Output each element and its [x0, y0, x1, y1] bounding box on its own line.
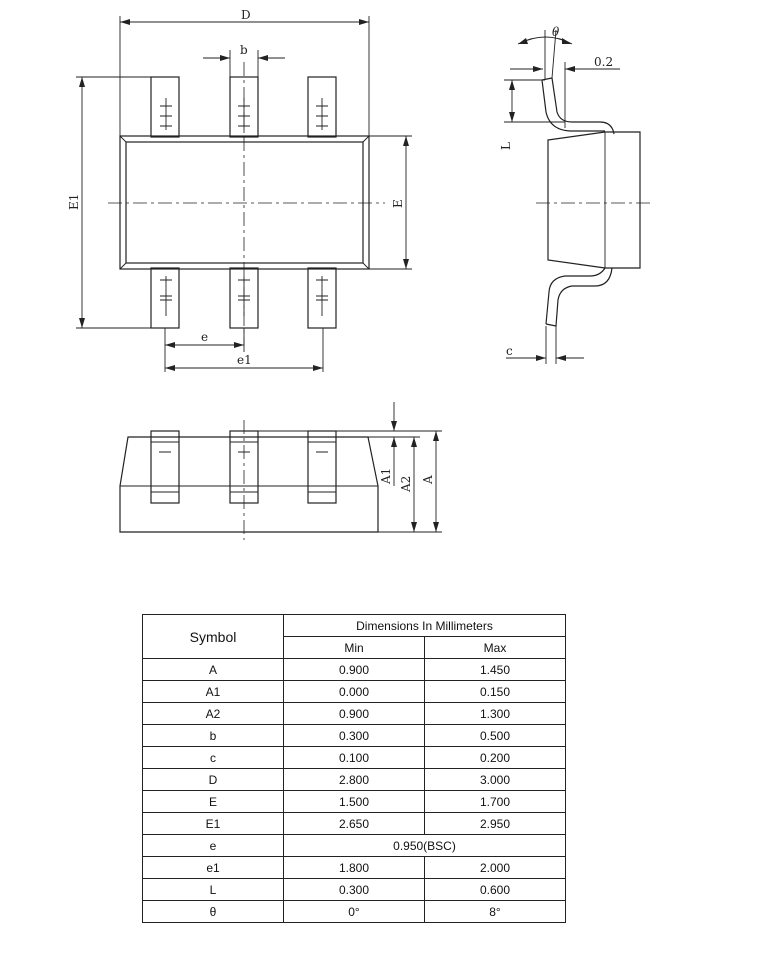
- min-value-cell: 2.650: [284, 813, 425, 835]
- min-value-cell: 0.300: [284, 879, 425, 901]
- front-view: [120, 402, 442, 540]
- label-e: e: [201, 330, 209, 344]
- table-row: [143, 659, 566, 681]
- table-row: [143, 879, 566, 901]
- top-view: [67, 8, 412, 372]
- max-value-cell: 1.450: [425, 659, 566, 681]
- max-value-cell: 0.150: [425, 681, 566, 703]
- min-value-cell: 0.900: [284, 659, 425, 681]
- side-lead-lower: [546, 268, 612, 326]
- min-value-cell: 0°: [284, 901, 425, 923]
- table-row: [143, 725, 566, 747]
- min-value-cell: 2.800: [284, 769, 425, 791]
- label-gauge: 0.2: [594, 55, 614, 69]
- label-A1: A1: [379, 467, 393, 484]
- max-value-cell: 8°: [425, 901, 566, 923]
- symbol-cell: L: [143, 879, 284, 901]
- dimensions-group-header: Dimensions In Millimeters: [284, 615, 566, 637]
- table-row: [143, 835, 566, 857]
- max-value-cell: 2.000: [425, 857, 566, 879]
- label-E1: E1: [67, 193, 81, 210]
- label-theta: θ: [552, 25, 560, 39]
- side-body: [548, 132, 640, 268]
- dimensions-table: [142, 614, 566, 923]
- span-value-cell: 0.950(BSC): [284, 835, 566, 857]
- min-value-cell: 1.800: [284, 857, 425, 879]
- max-value-cell: 2.950: [425, 813, 566, 835]
- symbol-cell: A1: [143, 681, 284, 703]
- symbol-cell: A: [143, 659, 284, 681]
- table-row: [143, 857, 566, 879]
- min-value-cell: 0.000: [284, 681, 425, 703]
- table-row: [143, 791, 566, 813]
- symbol-cell: θ: [143, 901, 284, 923]
- min-value-cell: 1.500: [284, 791, 425, 813]
- table-row: [143, 901, 566, 923]
- max-value-cell: 3.000: [425, 769, 566, 791]
- max-value-cell: 0.200: [425, 747, 566, 769]
- min-value-cell: 0.900: [284, 703, 425, 725]
- symbol-cell: A2: [143, 703, 284, 725]
- table-row: [143, 681, 566, 703]
- max-value-cell: 1.300: [425, 703, 566, 725]
- label-L: L: [499, 142, 513, 150]
- symbol-cell: E1: [143, 813, 284, 835]
- symbol-cell: E: [143, 791, 284, 813]
- side-view: [499, 25, 652, 364]
- table-row: [143, 813, 566, 835]
- symbol-cell: e: [143, 835, 284, 857]
- max-value-cell: 0.500: [425, 725, 566, 747]
- min-value-cell: 0.300: [284, 725, 425, 747]
- top-body-inner: [126, 142, 363, 263]
- symbol-cell: b: [143, 725, 284, 747]
- max-value-cell: 0.600: [425, 879, 566, 901]
- label-A2: A2: [399, 475, 413, 492]
- label-c: c: [506, 344, 513, 358]
- symbol-header: Symbol: [143, 615, 284, 659]
- label-A: A: [421, 475, 435, 484]
- lead-bottom-1: [151, 268, 179, 328]
- max-header: Max: [425, 637, 566, 659]
- symbol-cell: c: [143, 747, 284, 769]
- label-b: b: [240, 43, 248, 57]
- lead-top-1: [151, 77, 179, 137]
- min-value-cell: 0.100: [284, 747, 425, 769]
- min-header: Min: [284, 637, 425, 659]
- front-body: [120, 437, 378, 532]
- table-row: [143, 703, 566, 725]
- max-value-cell: 1.700: [425, 791, 566, 813]
- dimensions-table-body: [143, 659, 566, 923]
- table-row: [143, 747, 566, 769]
- symbol-cell: D: [143, 769, 284, 791]
- label-E: E: [391, 199, 405, 208]
- side-lead-upper: [542, 78, 614, 134]
- label-D: D: [241, 8, 251, 22]
- symbol-cell: e1: [143, 857, 284, 879]
- top-body-outer: [120, 136, 369, 269]
- label-e1: e1: [237, 353, 252, 367]
- table-row: [143, 769, 566, 791]
